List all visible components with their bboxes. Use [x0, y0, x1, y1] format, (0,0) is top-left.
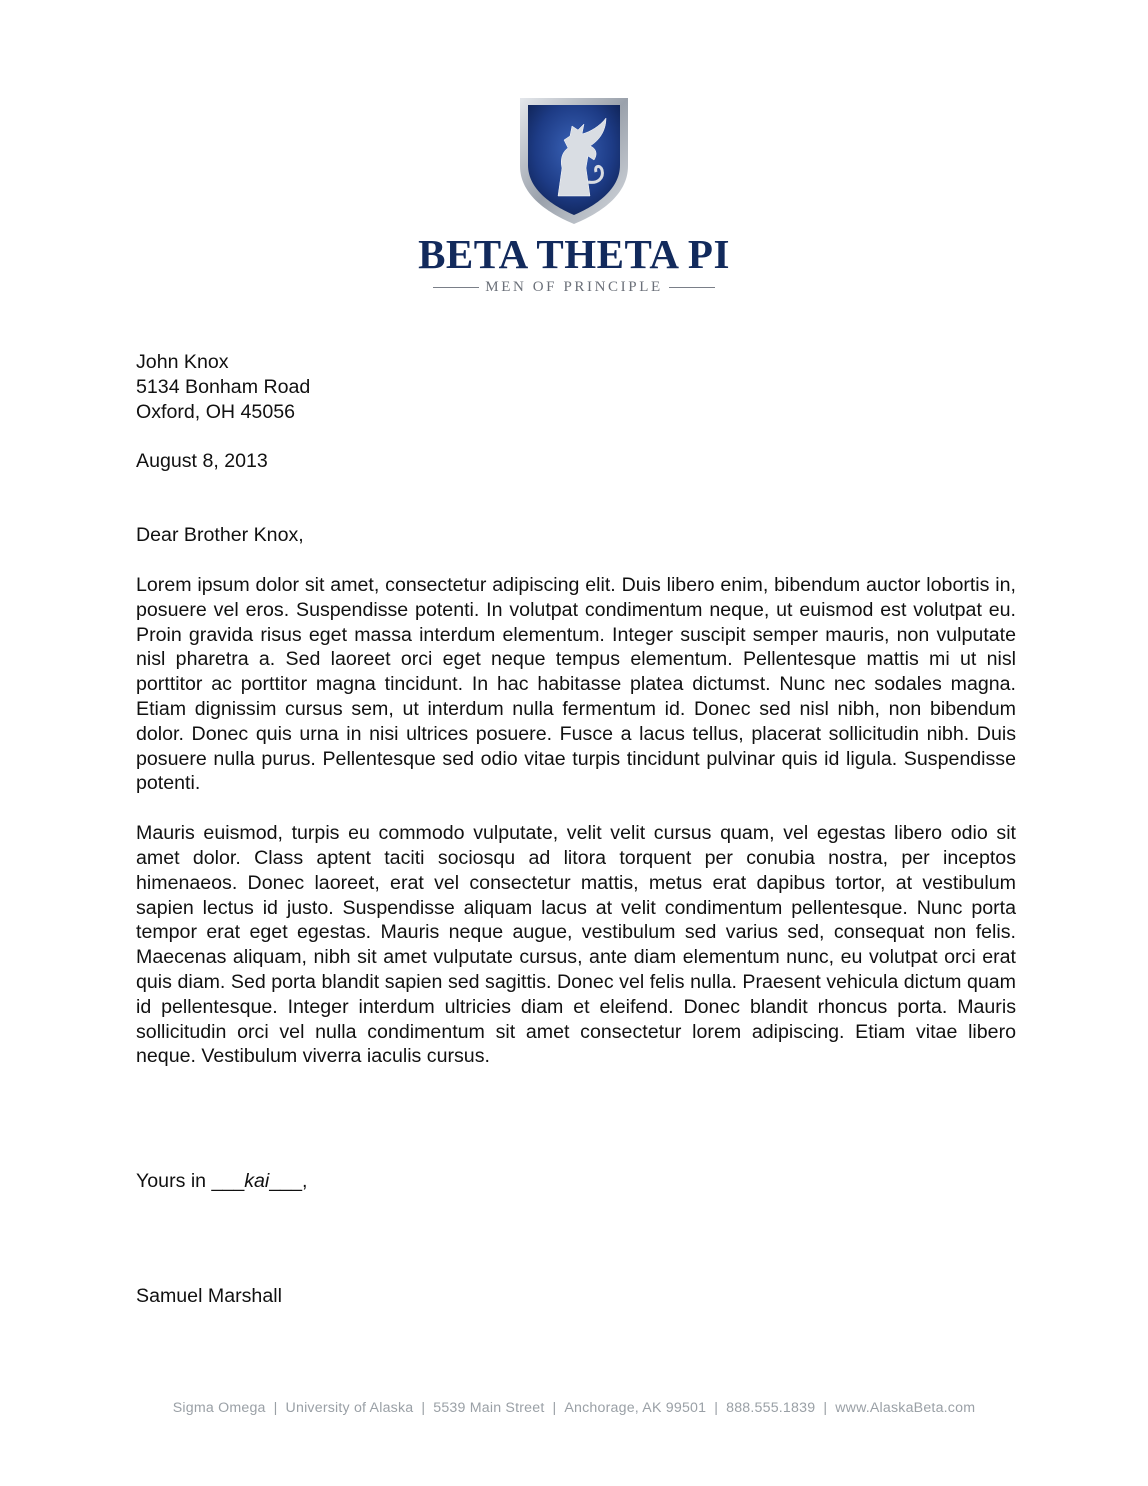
footer-separator: | — [552, 1400, 557, 1416]
shield-crest-icon — [518, 96, 630, 226]
footer-separator: | — [823, 1400, 828, 1416]
motto: MEN OF PRINCIPLE — [485, 279, 663, 295]
signer-name: Samuel Marshall — [136, 1284, 282, 1307]
body-paragraph-2: Mauris euismod, turpis eu commodo vulputate, velit velit cursus quam, vel egestas libero odio sit amet dolor. Class aptent taciti sociosqu ad litora torquent per conubia nostra, per inceptos himenaeos. Donec laoreet, erat vel consectetur mattis, metus erat dapibus tortor, at vestibulum sapien lectus id justo. Suspendisse aliquam lacus at velit condimentum pellentesque. Nunc porta tempor erat eget egestas. Mauris neque augue, vestibulum sed varius sed, consequat non felis. Maecenas aliquam, nibh sit amet vulputate cursus, ante diam elementum nunc, eu volutpat orci erat quis diam. Sed porta blandit sapien sed sagittis. Donec vel felis nulla. Praesent vehicula dictum quam id pellentesque. Integer interdum ultricies diam et eleifend. Donec blandit rhoncus porta. Mauris sollicitudin orci vel nulla condimentum sit amet consectetur lorem adipiscing. Etiam vitae libero neque. Vestibulum viverra iaculis cursus. — [136, 822, 1016, 1068]
footer-city: Anchorage, AK 99501 — [564, 1400, 707, 1416]
closing — [136, 1169, 1016, 1194]
closing-prefix: Yours in ___ — [136, 1170, 245, 1193]
footer-university: University of Alaska — [285, 1400, 414, 1416]
footer-separator: | — [273, 1400, 278, 1416]
footer-separator: | — [421, 1400, 426, 1416]
salutation: Dear Brother Knox, — [136, 524, 304, 547]
closing-suffix: ___, — [269, 1170, 308, 1193]
footer-phone: 888.555.1839 — [726, 1400, 816, 1416]
footer-chapter: Sigma Omega — [172, 1400, 266, 1416]
motto-rule-left — [433, 287, 479, 288]
footer — [0, 1400, 1148, 1416]
motto-row — [0, 278, 1148, 296]
recipient-city: Oxford, OH 45056 — [136, 400, 296, 423]
org-name: BETA THETA PI — [418, 231, 730, 277]
recipient-address — [136, 350, 1016, 424]
letter-body — [136, 350, 1016, 1309]
footer-separator: | — [714, 1400, 719, 1416]
recipient-street: 5134 Bonham Road — [136, 375, 311, 398]
letter-date: August 8, 2013 — [136, 450, 268, 473]
letterhead — [0, 96, 1148, 296]
footer-street: 5539 Main Street — [433, 1400, 545, 1416]
motto-rule-right — [669, 287, 715, 288]
recipient-name: John Knox — [136, 351, 229, 373]
footer-website: www.AlaskaBeta.com — [835, 1400, 976, 1416]
closing-word: kai — [244, 1170, 270, 1193]
body-paragraph-1: Lorem ipsum dolor sit amet, consectetur adipiscing elit. Duis libero enim, bibendum auctor lobortis in, posuere vel eros. Suspendisse potenti. In volutpat condimentum neque, ut euismod est volutpat eu. Proin gravida risus eget massa interdum elementum. Integer suscipit semper mauris, non vulputate nisl pharetra a. Sed laoreet orci eget neque tempus elementum. Pellentesque mattis mi ut nisl porttitor ac porttitor magna tincidunt. In hac habitasse platea dictumst. Nunc nec sodales magna. Etiam dignissim cursus sem, ut interdum nulla fermentum id. Donec sed nisl nibh, non bibendum dolor. Donec quis urna in nisi ultrices posuere. Fusce a lacus tellus, placerat sollicitudin nibh. Duis posuere nulla purus. Pellentesque sed odio vitae turpis tincidunt pulvinar quis id ligula. Suspendisse potenti. — [136, 573, 1016, 795]
